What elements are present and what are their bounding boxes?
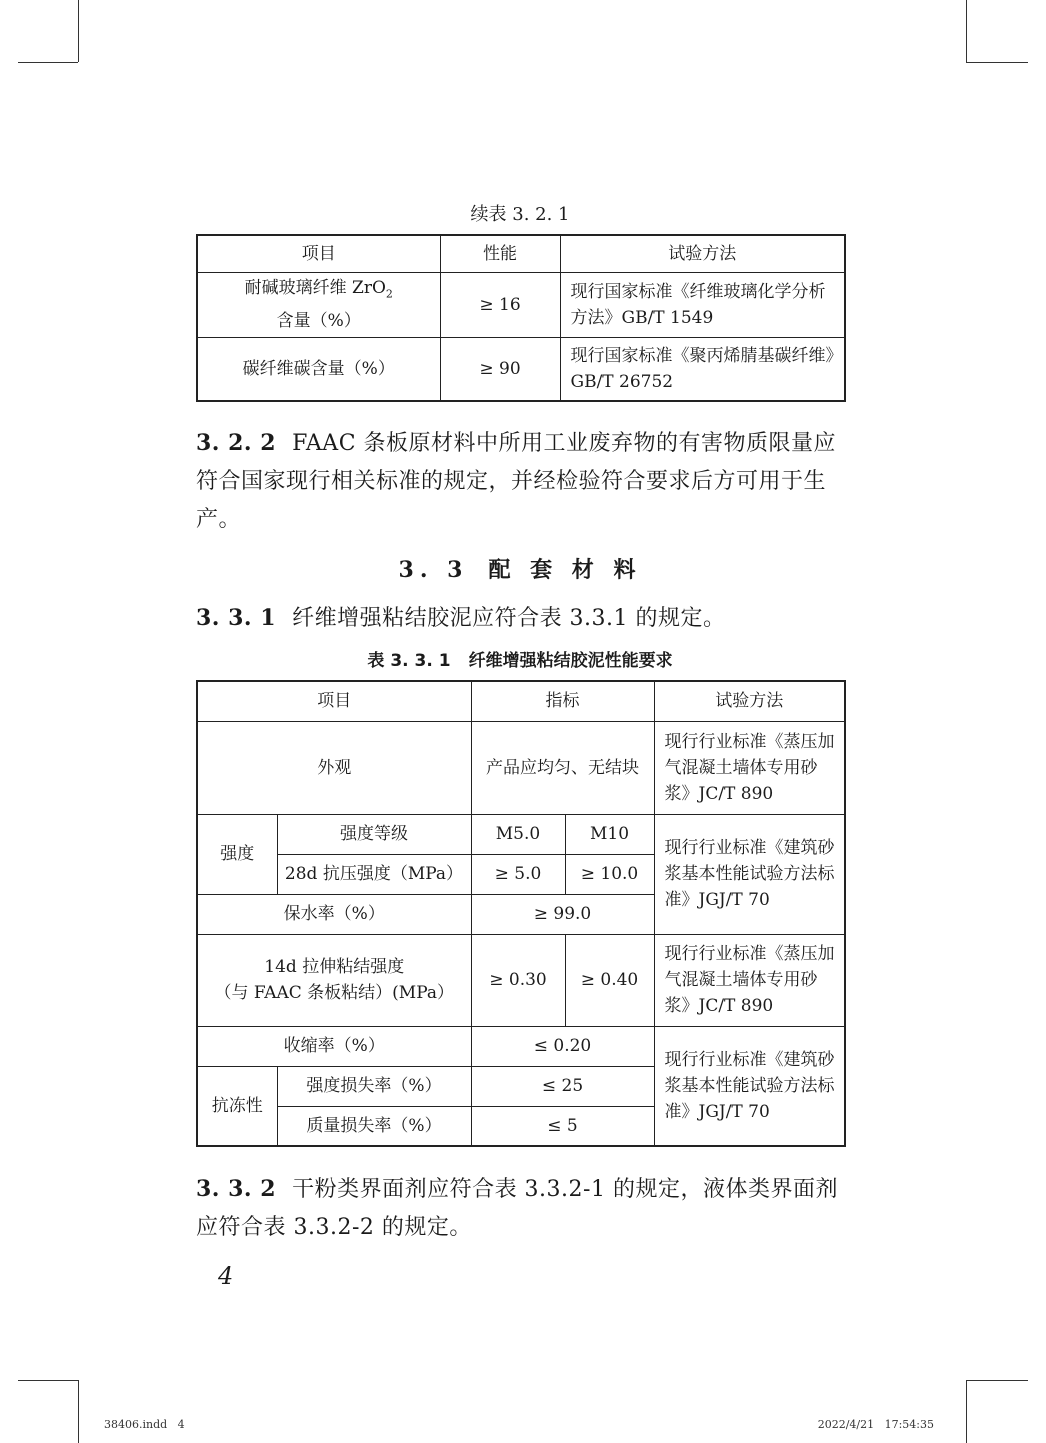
- header-cell: 试验方法: [560, 235, 845, 272]
- crop-mark: [966, 62, 1028, 63]
- table-row: [197, 721, 845, 814]
- table-header-row: [197, 235, 845, 272]
- value-cell: ≥ 10.0: [565, 854, 654, 894]
- header-cell: 试验方法: [654, 681, 845, 721]
- header-cell: 项目: [197, 681, 471, 721]
- method-cell: 现行行业标准《建筑砂浆基本性能试验方法标准》JGJ/T 70: [654, 814, 845, 934]
- table-caption: 续表 3. 2. 1: [470, 204, 570, 225]
- table-3-3-1: [196, 680, 846, 1147]
- clause-number: 3. 3. 1: [196, 605, 277, 631]
- item-cell: 强度等级: [277, 814, 471, 854]
- value-cell: ≥ 0.40: [565, 934, 654, 1026]
- value-cell: ≤ 5: [471, 1106, 654, 1146]
- crop-mark: [18, 1380, 78, 1381]
- crop-mark: [966, 1380, 1028, 1381]
- item-cell: [197, 934, 471, 1026]
- table-row: [197, 337, 845, 401]
- value-cell: ≥ 16: [440, 272, 560, 337]
- table-caption: [196, 646, 844, 671]
- item-text: 耐碱玻璃纤维 ZrO: [244, 278, 386, 299]
- method-cell: 现行国家标准《纤维玻璃化学分析方法》GB/T 1549: [560, 272, 845, 337]
- value-cell: ≤ 25: [471, 1066, 654, 1106]
- paragraph-3-3-2: [196, 1170, 846, 1247]
- crop-mark: [78, 1380, 79, 1443]
- page-number: 4: [218, 1262, 234, 1290]
- table-row: [197, 934, 845, 1026]
- crop-mark: [78, 0, 79, 62]
- method-cell: 现行行业标准《蒸压加气混凝土墙体专用砂浆》JC/T 890: [654, 721, 845, 814]
- value-cell: 产品应均匀、无结块: [471, 721, 654, 814]
- value-cell: M5.0: [471, 814, 565, 854]
- paragraph-3-3-1: [196, 599, 846, 638]
- clause-text: 纤维增强粘结胶泥应符合表 3.3.1 的规定。: [292, 606, 726, 631]
- method-cell: 现行国家标准《聚丙烯腈基碳纤维》GB/T 26752: [560, 337, 845, 401]
- clause-number: 3. 3. 2: [196, 1176, 277, 1202]
- table-row: [197, 1026, 845, 1066]
- footer-file: 38406.indd 4: [104, 1418, 185, 1431]
- item-cell: 碳纤维碳含量（%）: [197, 337, 440, 401]
- group-cell: 强度: [197, 814, 277, 894]
- crop-mark: [966, 0, 967, 62]
- item-cell: 保水率（%）: [197, 894, 471, 934]
- header-cell: 指标: [471, 681, 654, 721]
- group-cell: 抗冻性: [197, 1066, 277, 1146]
- table-row: [197, 272, 845, 337]
- item-line: （与 FAAC 条板粘结）(MPa）: [214, 983, 455, 1003]
- item-text: 含量（%）: [276, 310, 361, 331]
- item-cell: 强度损失率（%）: [277, 1066, 471, 1106]
- crop-mark: [18, 62, 78, 63]
- item-cell: 外观: [197, 721, 471, 814]
- item-cell: 28d 抗压强度（MPa）: [277, 854, 471, 894]
- clause-text: FAAC 条板原材料中所用工业废弃物的有害物质限量应符合国家现行相关标准的规定，并经检验符合要求后方可用于生产。: [196, 431, 837, 532]
- section-title: 配 套 材 料: [488, 557, 642, 583]
- table-header-row: [197, 681, 845, 721]
- table-number: 表 3. 3. 1: [367, 651, 451, 671]
- table-title: 纤维增强粘结胶泥性能要求: [468, 651, 673, 671]
- footer-datetime: 2022/4/21 17:54:35: [817, 1418, 934, 1431]
- clause-number: 3. 2. 2: [196, 430, 277, 456]
- value-cell: ≥ 99.0: [471, 894, 654, 934]
- value-cell: ≥ 0.30: [471, 934, 565, 1026]
- value-cell: ≤ 0.20: [471, 1026, 654, 1066]
- subscript: 2: [385, 287, 393, 301]
- clause-text: 干粉类界面剂应符合表 3.3.2-1 的规定，液体类界面剂应符合表 3.3.2-2 的规定。: [196, 1177, 838, 1240]
- header-cell: 性能: [440, 235, 560, 272]
- crop-mark: [966, 1380, 967, 1443]
- section-heading: [196, 553, 844, 584]
- method-cell: 现行行业标准《蒸压加气混凝土墙体专用砂浆》JC/T 890: [654, 934, 845, 1026]
- header-cell: 项目: [197, 235, 440, 272]
- item-cell: 质量损失率（%）: [277, 1106, 471, 1146]
- method-cell: 现行行业标准《建筑砂浆基本性能试验方法标准》JGJ/T 70: [654, 1026, 845, 1146]
- table-continued-3-2-1: [196, 234, 846, 402]
- section-number: 3. 3: [398, 557, 469, 583]
- item-line: 14d 拉伸粘结强度: [264, 957, 405, 977]
- value-cell: ≥ 90: [440, 337, 560, 401]
- item-cell: [197, 272, 440, 337]
- paragraph-3-2-2: [196, 424, 846, 539]
- item-cell: 收缩率（%）: [197, 1026, 471, 1066]
- value-cell: M10: [565, 814, 654, 854]
- table-row: [197, 814, 845, 854]
- value-cell: ≥ 5.0: [471, 854, 565, 894]
